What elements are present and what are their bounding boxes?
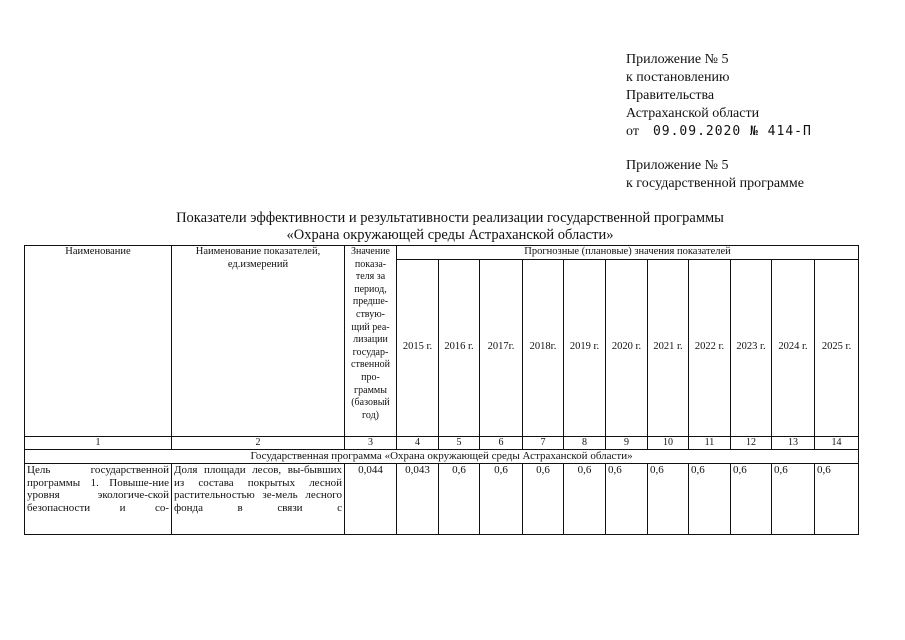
value-cell: 0,6 xyxy=(648,464,689,535)
col-header-indicator: Наименование показателей, ед.измерений xyxy=(172,246,345,437)
year-header: 2018г. xyxy=(523,259,564,436)
value-cell: 0,6 xyxy=(731,464,772,535)
table-row xyxy=(25,464,859,535)
value-cell: 0,6 xyxy=(815,464,859,535)
column-numbers-row xyxy=(25,436,859,450)
column-number: 10 xyxy=(648,436,689,450)
column-number: 14 xyxy=(815,436,859,450)
value-cell: 0,043 xyxy=(397,464,439,535)
appendix-title: Приложение № 5 xyxy=(626,52,729,67)
decree-number: 09.09.2020 № 414-П xyxy=(652,124,812,139)
year-header: 2021 г. xyxy=(648,259,689,436)
year-header: 2017г. xyxy=(480,259,523,436)
appendix-line: Правительства xyxy=(626,88,715,103)
appendix-line: к государственной программе xyxy=(626,176,804,191)
value-cell: 0,6 xyxy=(523,464,564,535)
value-cell: 0,044 xyxy=(345,464,397,535)
goal-cell: Цель государственной программы 1. Повыше-ние уровня экологиче-ской безопасности и со- xyxy=(25,464,172,535)
column-number: 2 xyxy=(172,436,345,450)
column-number: 5 xyxy=(439,436,480,450)
year-header: 2024 г. xyxy=(772,259,815,436)
column-number: 3 xyxy=(345,436,397,450)
year-header: 2025 г. xyxy=(815,259,859,436)
indicator-cell: Доля площади лесов, вы-бывших из состава покрытых лесной растительностью зе-мель лесного фонда в связи с xyxy=(172,464,345,535)
program-row xyxy=(25,450,859,464)
appendix-program-block xyxy=(626,157,804,193)
value-cell: 0,6 xyxy=(606,464,648,535)
column-number: 13 xyxy=(772,436,815,450)
value-cell: 0,6 xyxy=(772,464,815,535)
appendix-title: Приложение № 5 xyxy=(626,158,729,173)
col-header-forecast: Прогнозные (плановые) значения показателей xyxy=(397,246,859,260)
column-number: 1 xyxy=(25,436,172,450)
value-cell: 0,6 xyxy=(689,464,731,535)
header-row xyxy=(25,246,859,260)
column-number: 11 xyxy=(689,436,731,450)
value-cell: 0,6 xyxy=(480,464,523,535)
column-number: 12 xyxy=(731,436,772,450)
value-cell: 0,6 xyxy=(564,464,606,535)
year-header: 2020 г. xyxy=(606,259,648,436)
title-line-1: Показатели эффективности и результативности реализации государственной программы xyxy=(176,210,724,226)
indicators-table xyxy=(24,245,859,535)
column-number: 6 xyxy=(480,436,523,450)
column-number: 4 xyxy=(397,436,439,450)
program-title-cell: Государственная программа «Охрана окружающей среды Астраханской области» xyxy=(25,450,859,464)
column-number: 7 xyxy=(523,436,564,450)
document-title xyxy=(90,210,810,244)
col-header-name: Наименование xyxy=(25,246,172,437)
column-number: 9 xyxy=(606,436,648,450)
year-header: 2019 г. xyxy=(564,259,606,436)
value-cell: 0,6 xyxy=(439,464,480,535)
appendix-line: к постановлению xyxy=(626,70,730,85)
title-line-2: «Охрана окружающей среды Астраханской области» xyxy=(286,227,614,243)
appendix-block xyxy=(626,51,812,141)
column-number: 8 xyxy=(564,436,606,450)
year-header: 2016 г. xyxy=(439,259,480,436)
col-header-base-value: Значение показа-теля за период, предше-ствую-щий реа-лизации государ-ственной про-граммы (базовый год) xyxy=(345,246,397,437)
decree-prefix: от xyxy=(626,124,639,139)
year-header: 2015 г. xyxy=(397,259,439,436)
year-header: 2023 г. xyxy=(731,259,772,436)
year-header: 2022 г. xyxy=(689,259,731,436)
appendix-line: Астраханской области xyxy=(626,106,760,121)
decree-line xyxy=(626,123,812,141)
